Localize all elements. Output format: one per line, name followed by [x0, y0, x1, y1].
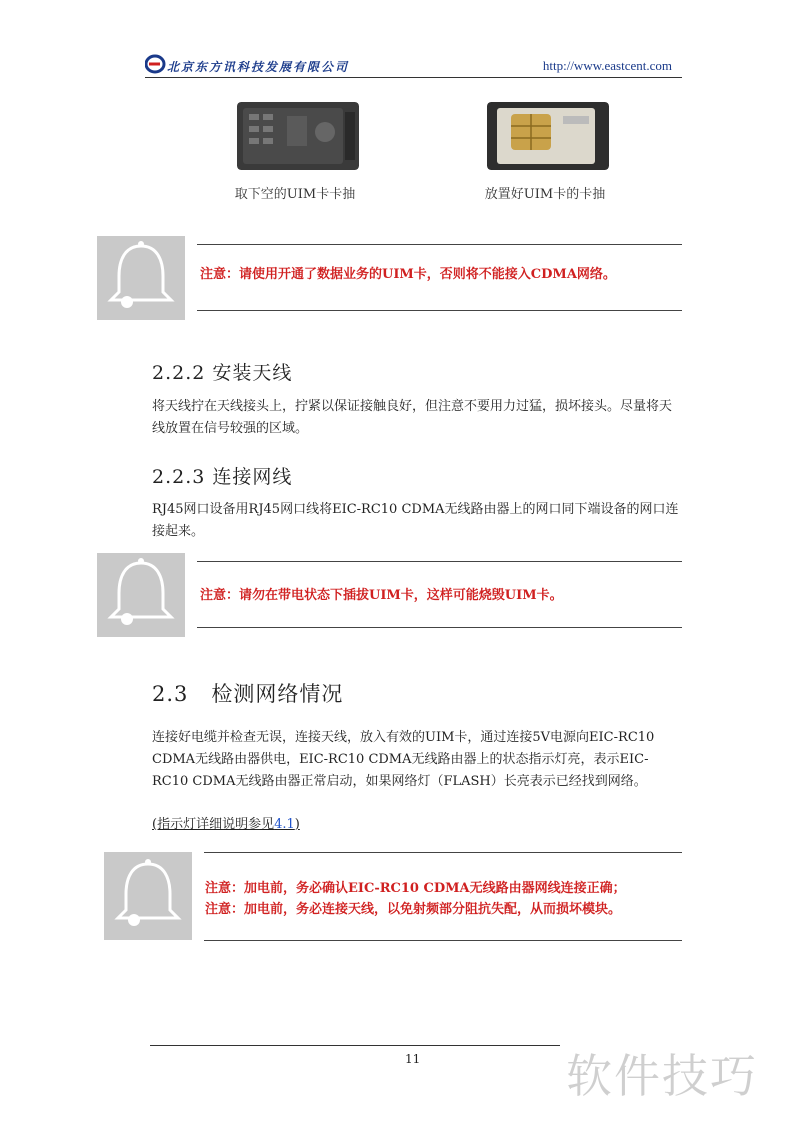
bell-icon	[104, 852, 192, 940]
note-top-rule	[197, 244, 682, 245]
section-2-2-3-title: 2.2.3 连接网线	[152, 466, 293, 488]
bell-icon	[97, 553, 185, 637]
note-text-3a: 注意：加电前，务必确认EIC-RC10 CDMA无线路由器网线连接正确；	[205, 881, 626, 896]
empty-uim-tray-photo	[237, 102, 359, 170]
section-2-2-2-body: 将天线拧在天线接头上，拧紧以保证接触良好，但注意不要用力过猛，损坏接头。尽量将天线放置在信号较强的区域。	[152, 399, 673, 436]
section-2-3-body: 连接好电缆并检查无误，连接天线，放入有效的UIM卡，通过连接5V电源向EIC-RC10 CDMA无线路由器供电，EIC-RC10 CDMA无线路由器上的状态指示灯亮，表示EIC-RC10 CDMA无线路由器正常启动，如果网络灯（FLASH）长亮表示已经找到网络。	[152, 730, 655, 789]
footer-divider	[150, 1045, 560, 1046]
section-2-2-2-title: 2.2.2 安装天线	[152, 362, 293, 384]
loaded-tray-caption: 放置好UIM卡的卡抽	[484, 187, 606, 202]
bell-icon	[97, 236, 185, 320]
indicator-reference[interactable]	[152, 813, 300, 832]
company-url[interactable]: http://www.eastcent.com	[542, 58, 672, 73]
page-header	[145, 52, 680, 78]
note-block-1	[97, 236, 685, 326]
ref-prefix: (指示灯详细说明参见	[152, 817, 275, 832]
note-bottom-rule	[197, 627, 682, 628]
header-divider	[145, 77, 682, 78]
section-2-3-title: 2.3 检测网络情况	[152, 682, 344, 706]
ref-link[interactable]: 4.1	[274, 817, 295, 832]
watermark-text: 软件技巧	[566, 1049, 758, 1103]
note-bottom-rule	[197, 310, 682, 311]
note-top-rule	[204, 852, 682, 853]
empty-tray-caption: 取下空的UIM卡卡抽	[234, 187, 356, 202]
section-2-2-3-body: RJ45网口设备用RJ45网口线将EIC-RC10 CDMA无线路由器上的网口同下端设备的网口连接起来。	[152, 502, 679, 539]
note-top-rule	[197, 561, 682, 562]
ref-suffix: )	[294, 817, 300, 832]
note-text-1: 注意：请使用开通了数据业务的UIM卡，否则将不能接入CDMA网络。	[200, 267, 616, 282]
note-block-2	[97, 553, 685, 643]
company-logo-icon	[145, 54, 167, 74]
loaded-uim-tray-photo	[487, 102, 609, 170]
note-bottom-rule	[204, 940, 682, 941]
note-block-3	[104, 852, 692, 947]
company-name: 北京东方讯科技发展有限公司	[167, 60, 350, 74]
note-text-2: 注意：请勿在带电状态下插拔UIM卡，这样可能烧毁UIM卡。	[200, 588, 563, 603]
note-text-3b: 注意：加电前，务必连接天线，以免射频部分阻抗失配，从而损坏模块。	[205, 902, 622, 917]
page-number: 11	[405, 1052, 421, 1066]
